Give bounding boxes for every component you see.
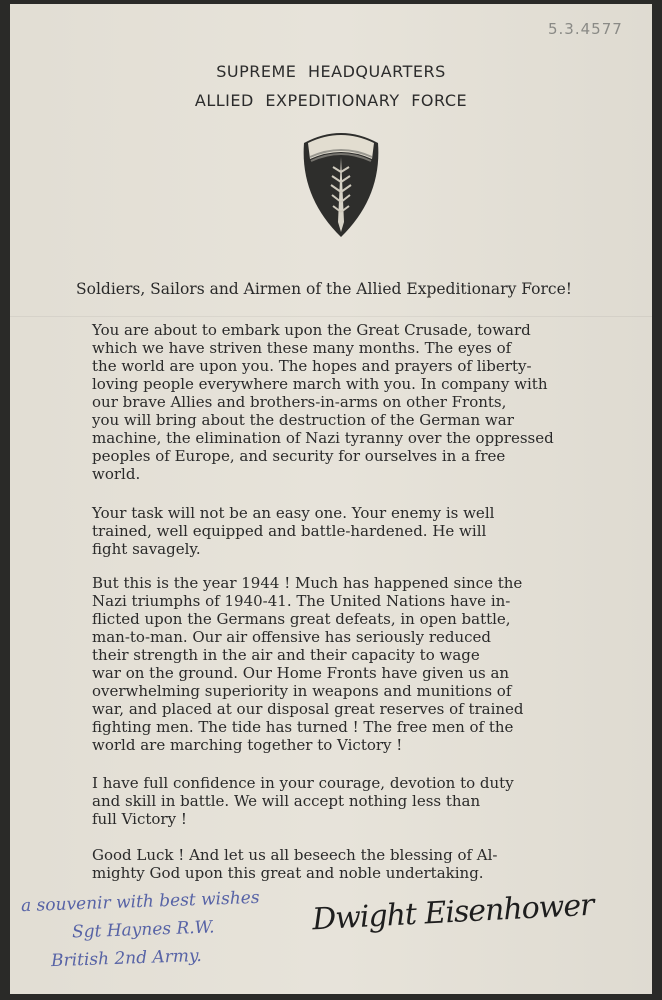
paragraph-4 bbox=[92, 774, 514, 828]
shaef-shield-icon bbox=[300, 127, 382, 239]
paragraph-line: peoples of Europe, and security for ourselves in a free bbox=[92, 447, 506, 465]
paragraph-line: fighting men. The tide has turned ! The free men of the bbox=[92, 718, 514, 736]
paragraph-line: full Victory ! bbox=[92, 810, 187, 828]
paragraph-line: war, and placed at our disposal great reserves of trained bbox=[92, 700, 524, 718]
paragraph-line: war on the ground. Our Home Fronts have given us an bbox=[92, 664, 510, 682]
signature: Dwight Eisenhower bbox=[311, 887, 595, 938]
note-line: Sgt Haynes R.W. bbox=[71, 917, 215, 943]
paragraph-line: world are marching together to Victory ! bbox=[92, 736, 403, 754]
paragraph-line: flicted upon the Germans great defeats, in open battle, bbox=[92, 610, 511, 628]
paragraph-line: mighty God upon this great and noble undertaking. bbox=[92, 864, 484, 882]
salutation: Soldiers, Sailors and Airmen of the Allied Expeditionary Force! bbox=[76, 280, 572, 298]
paragraph-line: Nazi triumphs of 1940-41. The United Nations have in- bbox=[92, 592, 511, 610]
paragraph-line: overwhelming superiority in weapons and munitions of bbox=[92, 682, 512, 700]
note-line: British 2nd Army. bbox=[50, 945, 203, 972]
paragraph-line: Good Luck ! And let us all beseech the blessing of Al- bbox=[92, 846, 498, 864]
paragraph-line: Your task will not be an easy one. Your enemy is well bbox=[92, 504, 495, 522]
paragraph-3 bbox=[92, 574, 524, 754]
paragraph-line: and skill in battle. We will accept nothing less than bbox=[92, 792, 481, 810]
paragraph-line: which we have striven these many months. The eyes of bbox=[92, 339, 512, 357]
header-line-1: SUPREME HEADQUARTERS bbox=[216, 62, 446, 81]
archive-number: 5.3.4577 bbox=[548, 20, 623, 38]
paragraph-line: loving people everywhere march with you. In company with bbox=[92, 375, 548, 393]
paragraph-line: the world are upon you. The hopes and prayers of liberty- bbox=[92, 357, 532, 375]
header-line-2: ALLIED EXPEDITIONARY FORCE bbox=[194, 91, 468, 110]
paragraph-line: machine, the elimination of Nazi tyranny over the oppressed bbox=[92, 429, 554, 447]
paragraph-5 bbox=[92, 846, 498, 882]
paragraph-line: I have full confidence in your courage, devotion to duty bbox=[92, 774, 514, 792]
note-line: a souvenir with best wishes bbox=[20, 887, 260, 917]
handwritten-note bbox=[21, 884, 262, 976]
fold-line bbox=[10, 316, 652, 317]
paragraph-line: trained, well equipped and battle-hardened. He will bbox=[92, 522, 487, 540]
paragraph-1 bbox=[92, 321, 554, 483]
paragraph-line: our brave Allies and brothers-in-arms on other Fronts, bbox=[92, 393, 507, 411]
paragraph-line: But this is the year 1944 ! Much has happened since the bbox=[92, 574, 523, 592]
paragraph-line: you will bring about the destruction of the German war bbox=[92, 411, 514, 429]
paragraph-line: You are about to embark upon the Great Crusade, toward bbox=[92, 321, 531, 339]
paragraph-line: world. bbox=[92, 465, 141, 483]
paragraph-line: fight savagely. bbox=[92, 540, 201, 558]
paragraph-2 bbox=[92, 504, 494, 558]
paragraph-line: their strength in the air and their capacity to wage bbox=[92, 646, 480, 664]
paragraph-line: man-to-man. Our air offensive has seriously reduced bbox=[92, 628, 492, 646]
